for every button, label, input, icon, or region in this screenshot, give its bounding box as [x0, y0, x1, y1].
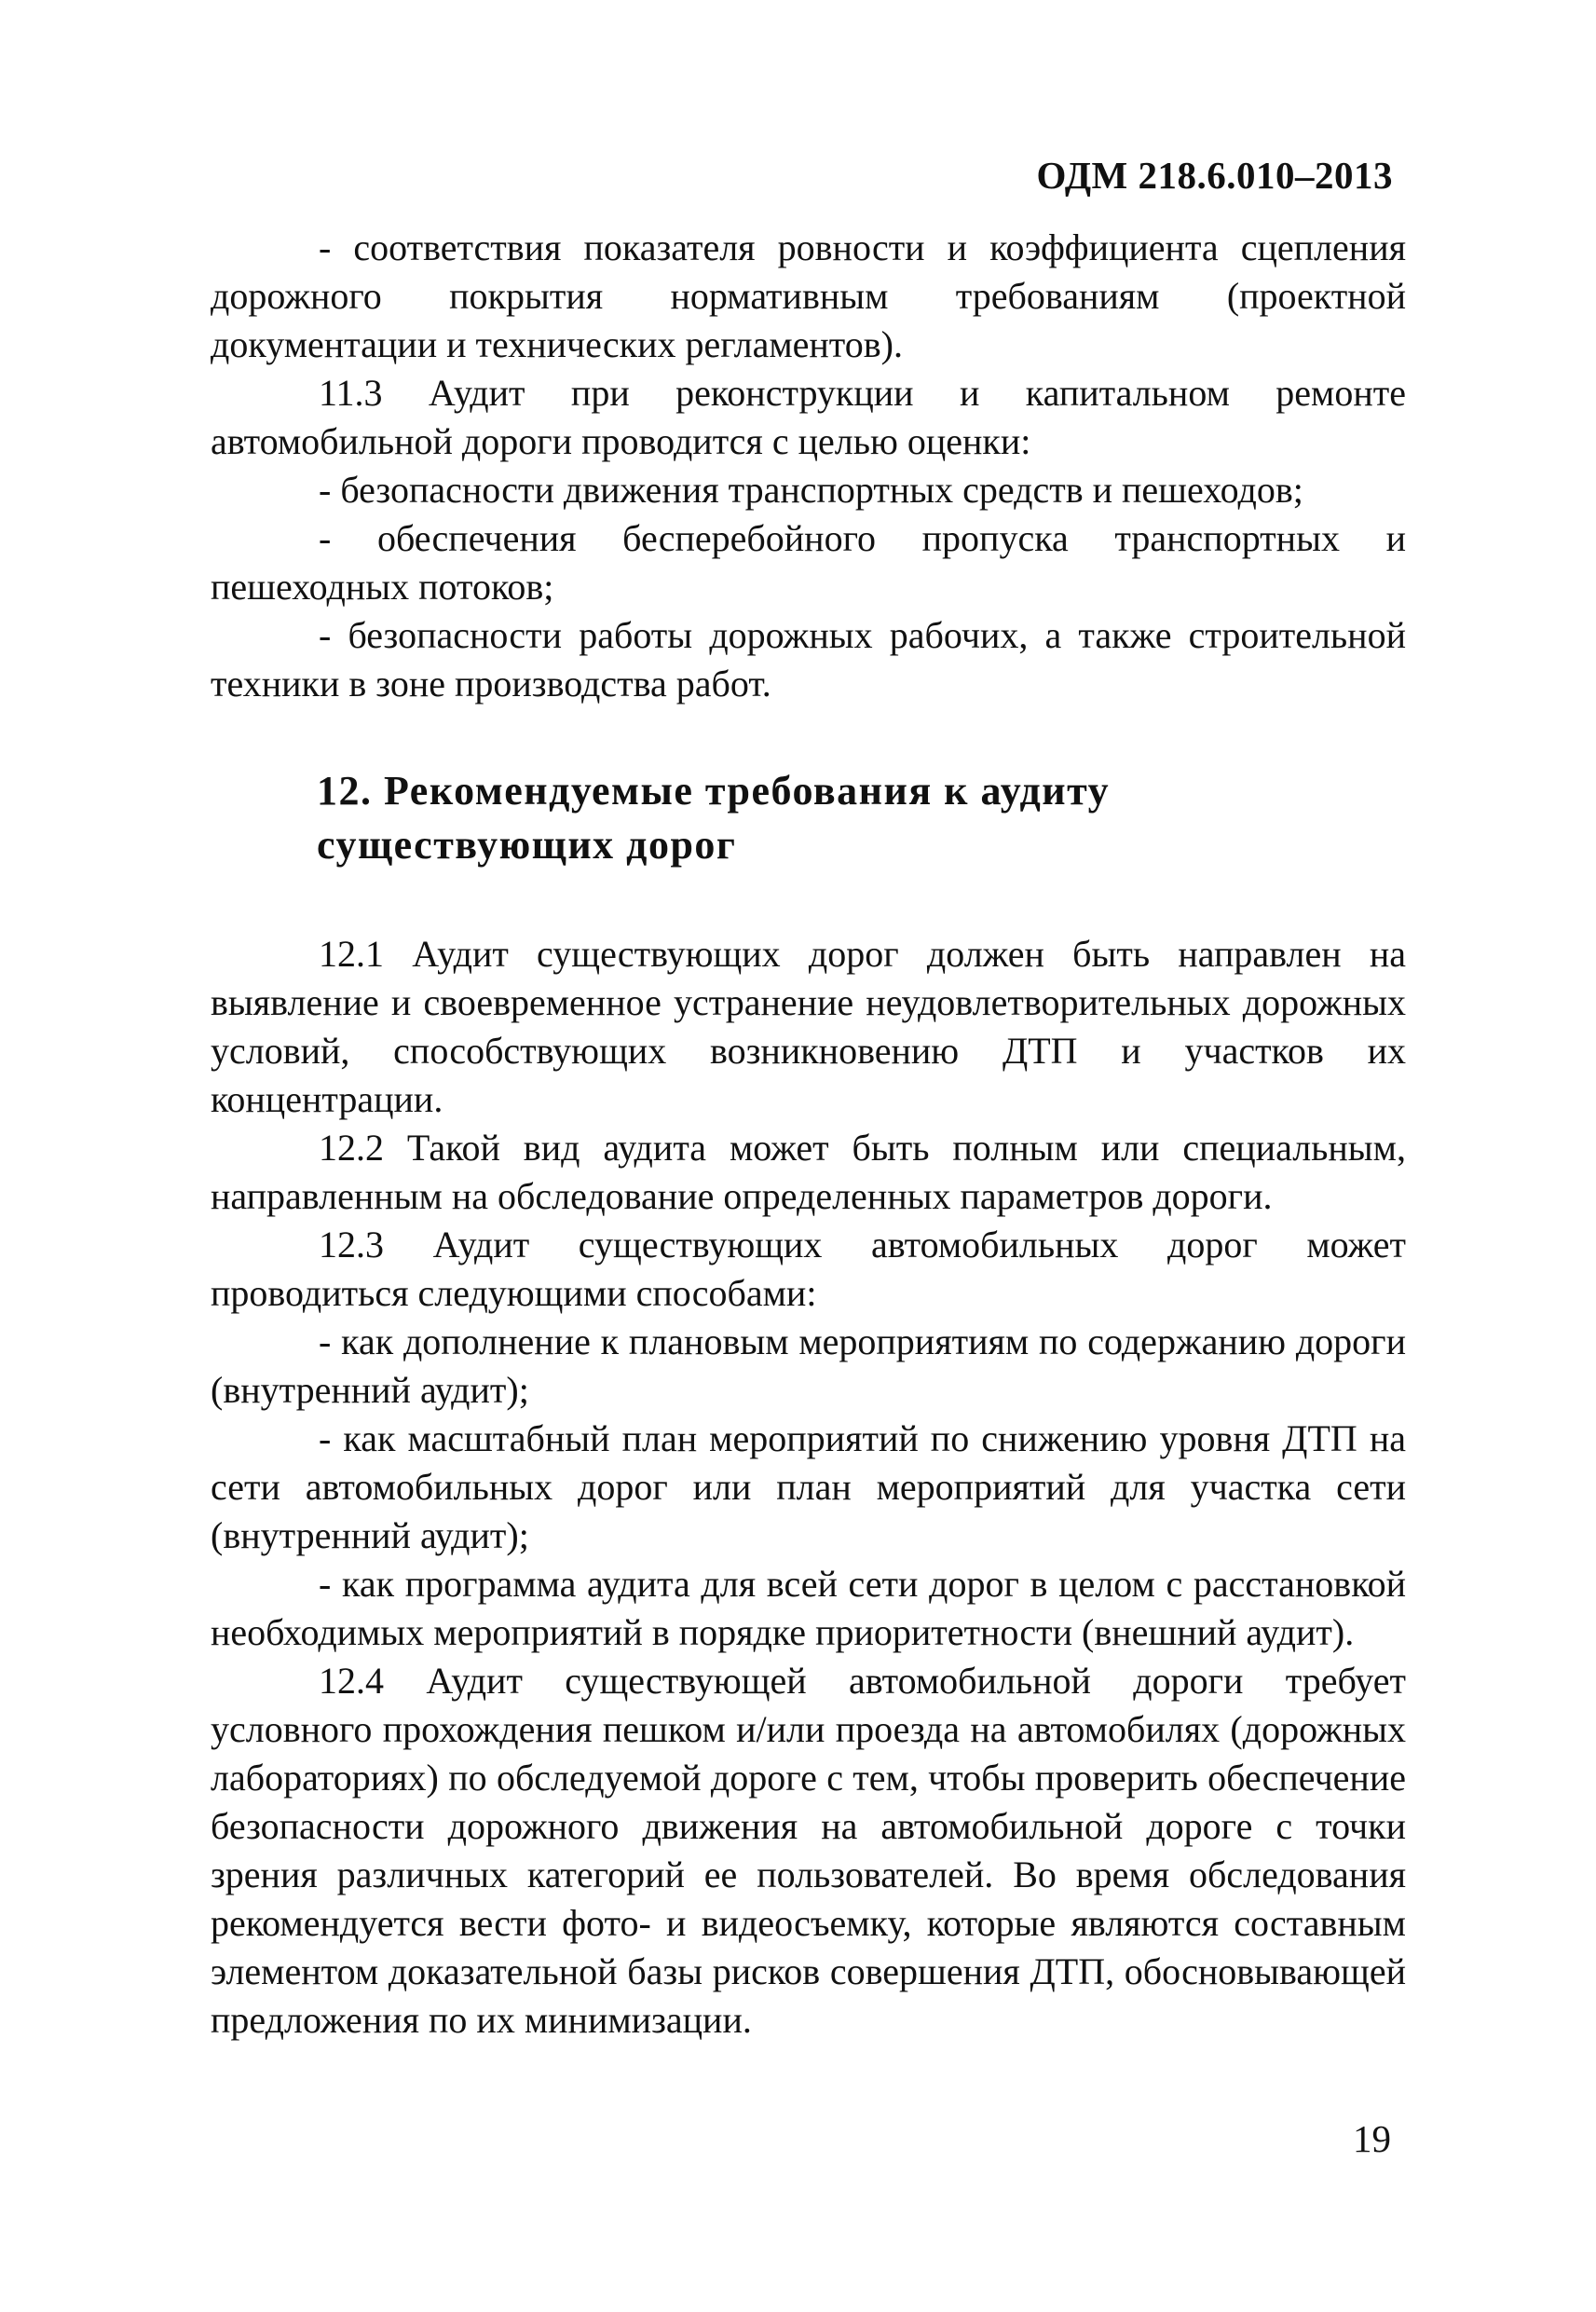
paragraph: 11.3 Аудит при реконструкции и капитальном ремонте автомобильной дороги проводится с целью оценки:	[211, 372, 1406, 462]
paragraph: - обеспечения бесперебойного пропуска транспортных и пешеходных потоков;	[211, 517, 1406, 608]
paragraph: - соответствия показателя ровности и коэффициента сцепления дорожного покрытия нормативным требованиям (проектной документации и технических регламентов).	[211, 226, 1406, 365]
document-body	[211, 224, 1406, 2045]
page-number: 19	[1353, 2117, 1391, 2160]
document-code-header: ОДМ 218.6.010–2013	[1036, 154, 1393, 197]
paragraph: - как программа аудита для всей сети дорог в целом с расстановкой необходимых мероприятий в порядке приоритетности (внешний аудит).	[211, 1563, 1406, 1653]
section-heading	[317, 764, 1406, 872]
paragraph: - безопасности работы дорожных рабочих, а также строительной техники в зоне производства работ.	[211, 614, 1406, 705]
paragraph: - как масштабный план мероприятий по снижению уровня ДТП на сети автомобильных дорог или план мероприятий для участка сети (внутренний аудит);	[211, 1417, 1406, 1556]
section-heading-line: существующих дорог	[317, 822, 737, 868]
paragraph: 12.1 Аудит существующих дорог должен быть направлен на выявление и своевременное устранение неудовлетворительных дорожных условий, способствующих возникновению ДТП и участков их концентрации.	[211, 933, 1406, 1120]
paragraph: 12.4 Аудит существующей автомобильной дороги требует условного прохождения пешком и/или проезда на автомобилях (дорожных лабораториях) по обследуемой дороге с тем, чтобы проверить обеспечение безопасности дорожного движения на автомобильной дороге с точки зрения различных категорий ее пользователей. Во время обследования рекомендуется вести фото- и видеосъемку, которые являются составным элементом доказательной базы рисков совершения ДТП, обосновывающей предложения по их минимизации.	[211, 1660, 1406, 2041]
paragraph: 12.2 Такой вид аудита может быть полным или специальным, направленным на обследование определенных параметров дороги.	[211, 1127, 1406, 1217]
paragraph: 12.3 Аудит существующих автомобильных дорог может проводиться следующими способами:	[211, 1224, 1406, 1314]
section-heading-line: 12. Рекомендуемые требования к аудиту	[317, 768, 1111, 814]
paragraph: - безопасности движения транспортных средств и пешеходов;	[319, 469, 1303, 511]
paragraph: - как дополнение к плановым мероприятиям по содержанию дороги (внутренний аудит);	[211, 1320, 1406, 1411]
